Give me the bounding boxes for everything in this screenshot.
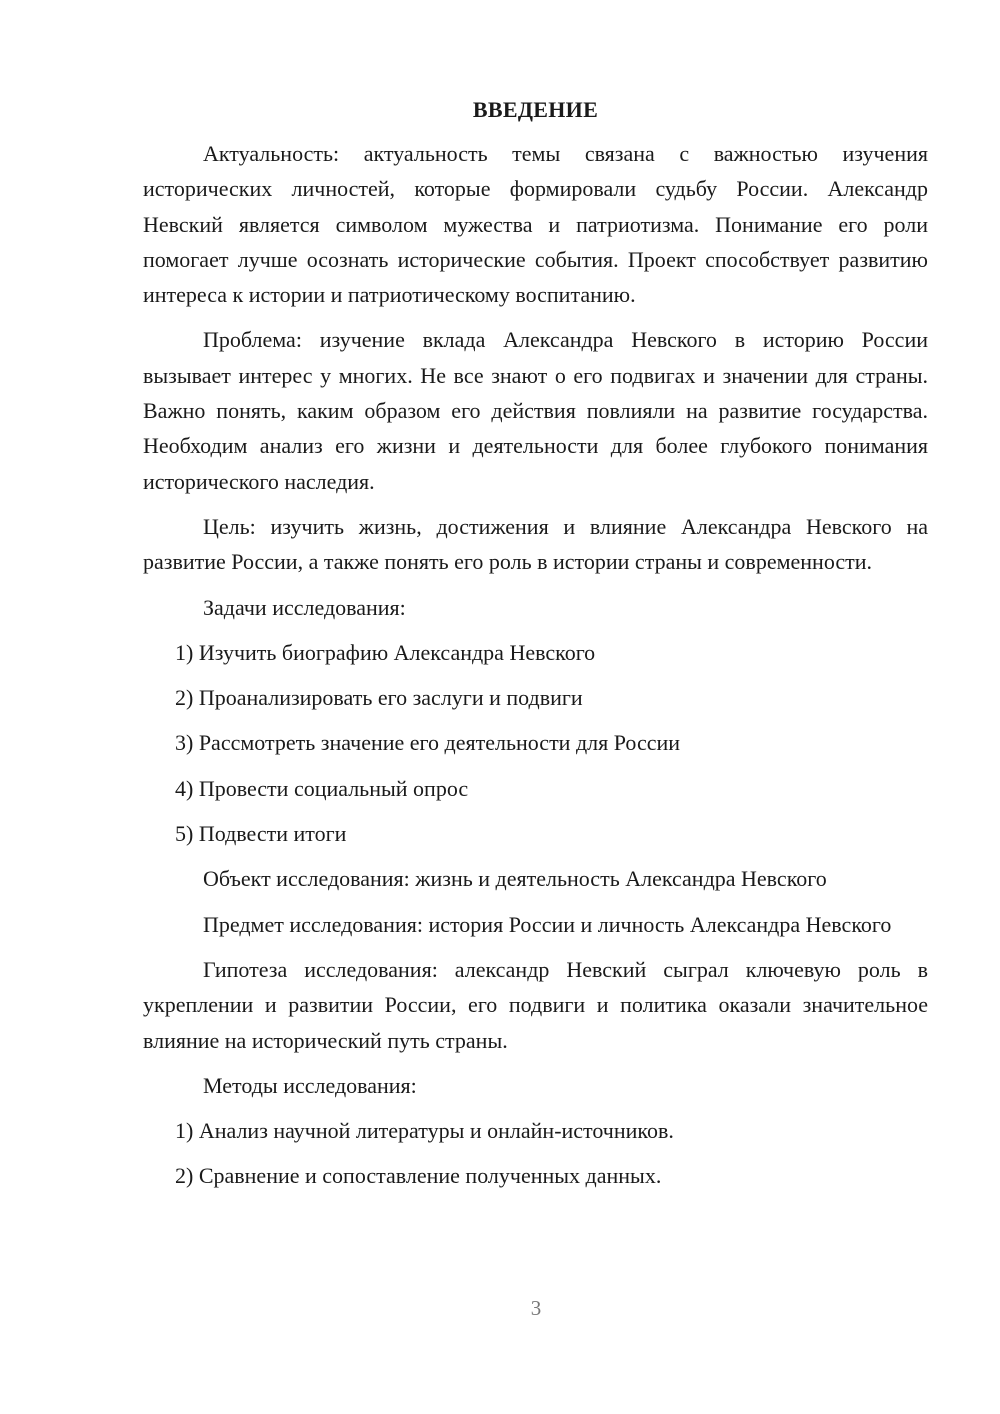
list-item: 5) Подвести итоги: [175, 821, 347, 847]
list-item: 1) Изучить биографию Александра Невского: [175, 639, 596, 665]
list-item: 2) Проанализировать его заслуги и подвиги: [175, 685, 583, 711]
list-item: 2) Сравнение и сопоставление полученных данных.: [175, 1163, 662, 1189]
goal-paragraph: Цель: изучить жизнь, достижения и влияние Александра Невского на развитие России, а также понять его роль в истории страны и современности.: [143, 513, 928, 575]
subject-paragraph: Предмет исследования: история России и личность Александра Невского: [203, 911, 892, 937]
list-item: 3) Рассмотреть значение его деятельности для России: [175, 730, 681, 756]
relevance-paragraph: Актуальность: актуальность темы связана с важностью изучения исторических личностей, которые формировали судьбу России. Александр Невский является символом мужества и патриотизма. Понимание его роли помогает лучше осознать исторические события. Проект способствует развитию интереса к истории и патриотическому воспитанию.: [143, 141, 928, 308]
section-title: ВВЕДЕНИЕ: [472, 97, 599, 122]
tasks-heading: Задачи исследования:: [203, 594, 406, 620]
problem-paragraph: Проблема: изучение вклада Александра Невского в историю России вызывает интерес у многих. Не все знают о его подвигах и значении для страны. Важно понять, каким образом его действия повлияли на развитие государства. Необходим анализ его жизни и деятельности для более глубокого понимания исторического наследия.: [143, 327, 928, 494]
object-paragraph: Объект исследования: жизнь и деятельность Александра Невского: [203, 866, 827, 892]
methods-list: [143, 1113, 928, 1194]
list-item: 1) Анализ научной литературы и онлайн-источников.: [175, 1118, 674, 1144]
list-item: 4) Провести социальный опрос: [175, 775, 469, 801]
tasks-list: [143, 635, 928, 851]
document-page: [143, 95, 928, 1204]
hypothesis-paragraph: Гипотеза исследования: александр Невский сыграл ключевую роль в укреплении и развитии России, его подвиги и политика оказали значительное влияние на исторический путь страны.: [143, 956, 928, 1053]
methods-heading: Методы исследования:: [203, 1072, 417, 1098]
page-number: 3: [530, 1296, 542, 1320]
